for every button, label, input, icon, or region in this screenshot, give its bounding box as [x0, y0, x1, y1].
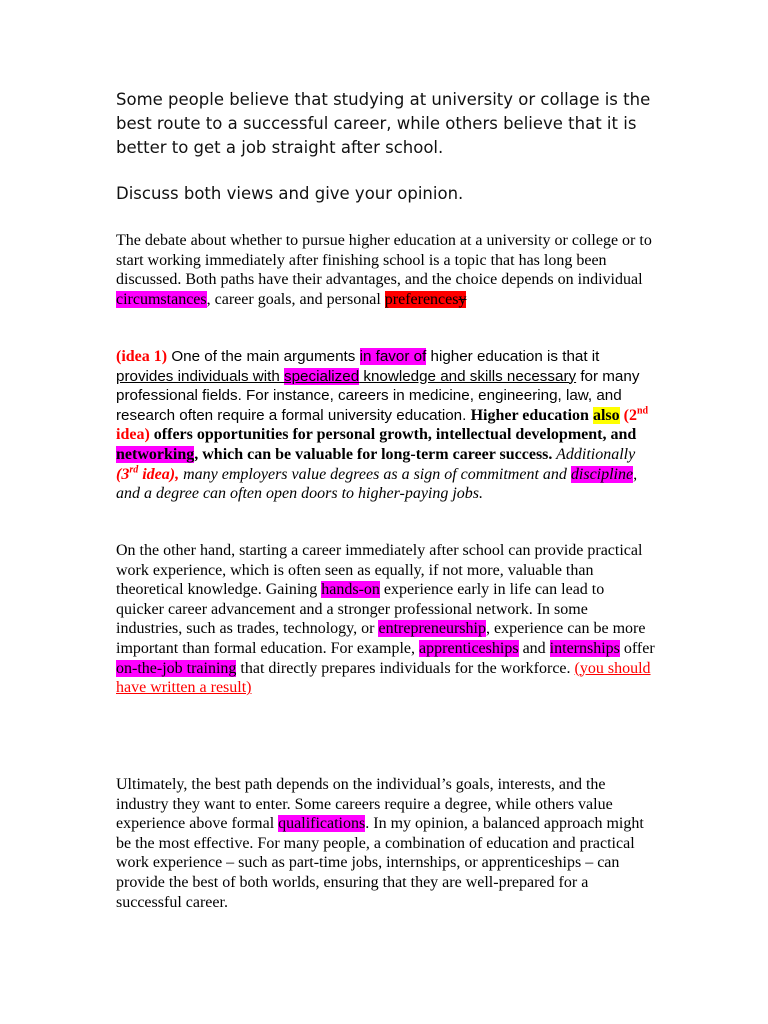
text-run: One of the main arguments — [167, 348, 360, 365]
text-run: higher education is that it — [426, 348, 600, 365]
idea-tag-text: (3 — [116, 465, 130, 483]
italic-text: Additionally — [552, 445, 636, 463]
highlight-red-text: preferences — [384, 290, 459, 308]
highlight-magenta: internships — [549, 639, 620, 657]
highlight-magenta: networking — [116, 445, 195, 463]
underlined-text: provides individuals with — [116, 367, 284, 385]
text-run: On the other hand, starting a career immediately after school can provide practical work experience, which is often seen as equally, if not more, valuable than theoretical knowledge. Gaining — [116, 542, 643, 599]
text-run: and — [518, 639, 550, 657]
text-run: experience early in life can lead to quicker career advancement and a stronger professional network. In some industries, such as trades, technology, or — [116, 581, 605, 638]
idea-tag: (idea 1) — [116, 348, 168, 365]
text-run: . In my opinion, a balanced approach might be the most effective. For many people, a combination of education and practical work experience – such as part-time jobs, internships, or apprenticeships – can provide the best of both worlds, ensuring that they are well-prepared for a successful career. — [116, 815, 644, 911]
body-paragraph-2 — [116, 541, 656, 698]
highlight-red — [385, 291, 467, 308]
highlight-magenta: specialized — [284, 367, 360, 385]
text-run: Ultimately, the best path depends on the individual’s goals, interests, and the industry they want to enter. Some careers require a degree, while others value experience above formal — [116, 776, 613, 833]
idea-tag-sup: nd — [636, 405, 649, 417]
essay-prompt: Some people believe that studying at university or collage is the best route to a successful career, while others believe that it is better to get a job straight after school. — [116, 90, 651, 157]
idea-tag-text: idea), — [138, 465, 180, 483]
underlined-text: knowledge and skills necessary — [359, 367, 577, 385]
bold-text: offers opportunities for personal growth, intellectual development, and — [149, 426, 637, 444]
highlight-magenta: circumstances — [116, 290, 207, 308]
idea-tag-text: (2 — [619, 406, 637, 424]
highlight-magenta: entrepreneurship — [378, 620, 486, 638]
highlight-magenta: on-the-job training — [116, 659, 237, 677]
intro-paragraph — [116, 231, 656, 309]
text-run: offer — [619, 639, 655, 657]
highlight-magenta: discipline — [570, 465, 634, 483]
idea-tag — [116, 466, 179, 483]
highlight-magenta: in favor of — [359, 348, 427, 365]
body-paragraph-1 — [116, 347, 656, 504]
highlight-magenta: qualifications — [278, 815, 366, 833]
bold-text: , which can be valuable for long-term career success. — [194, 445, 553, 463]
text-run: , experience can be more important than formal education. For example, — [116, 620, 646, 657]
text-run: , career goals, and personal — [206, 290, 385, 308]
strikethrough-text: y — [458, 290, 467, 308]
teacher-comment: (you should have written a result) — [116, 659, 651, 697]
conclusion-paragraph — [116, 775, 656, 912]
text-run: for many professional fields. For instance, careers in medicine, engineering, law, and research often require a formal university education. — [116, 367, 640, 424]
highlight-yellow: also — [592, 406, 620, 424]
essay-instruction: Discuss both views and give your opinion. — [116, 184, 464, 203]
italic-text: , and a degree can often open doors to higher-paying jobs. — [116, 465, 638, 503]
idea-tag-text: idea) — [116, 426, 150, 444]
highlight-magenta: apprenticeships — [419, 639, 519, 657]
italic-text: many employers value degrees as a sign of commitment and — [179, 465, 571, 483]
idea-tag-sup: rd — [129, 464, 139, 476]
bold-text: Higher education — [470, 406, 593, 424]
text-run: that directly prepares individuals for the workforce. — [236, 659, 575, 677]
text-run: The debate about whether to pursue higher education at a university or college or to start working immediately after finishing school is a topic that has long been discussed. Both paths have their advantages, and the choice depends on individual — [116, 232, 652, 289]
highlight-magenta: hands-on — [321, 581, 380, 599]
